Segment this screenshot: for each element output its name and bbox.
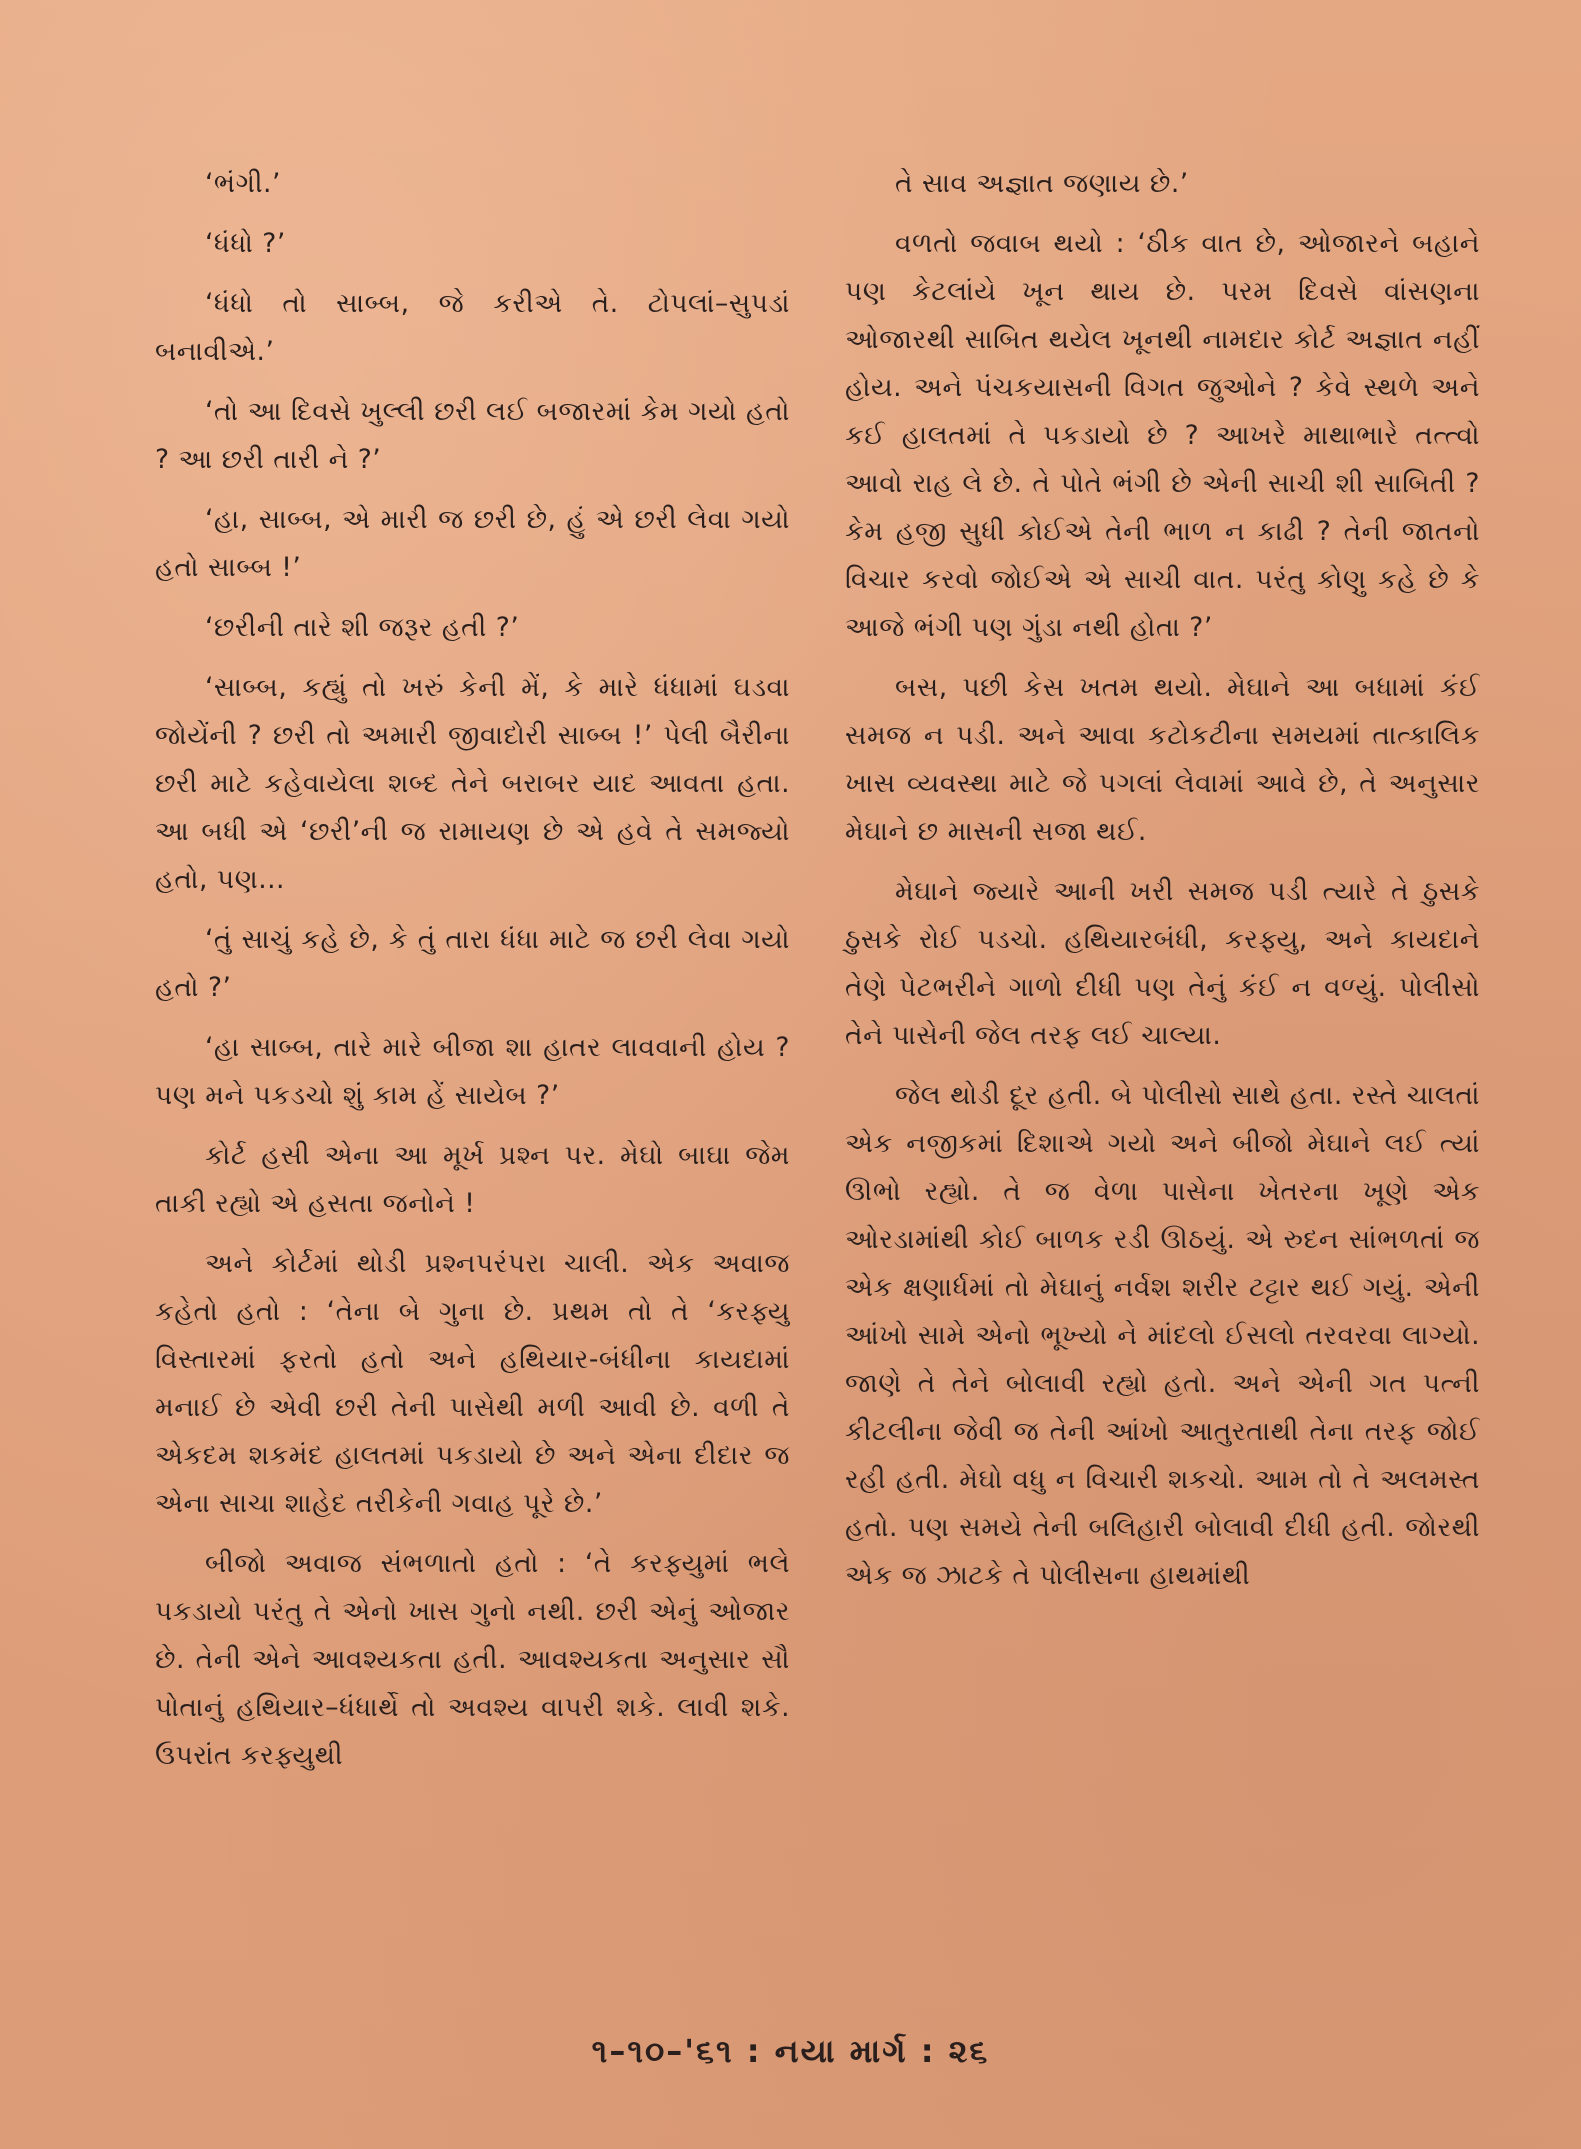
paragraph: ‘તું સાચું કહે છે, કે તું તારા ધંધા માટે જ છરી લેવા ગયો હતો ?’ (155, 924, 790, 1003)
paragraph: ‘હા, સાબ્બ, એ મારી જ છરી છે, હું એ છરી લેવા ગયો હતો સાબ્બ !’ (155, 504, 790, 583)
paragraph: ‘ધંધો ?’ (205, 228, 286, 259)
paragraph: કોર્ટ હસી એના આ મૂર્ખ પ્રશ્ન પર. મેઘો બાઘા જેમ તાકી રહ્યો એ હસતા જનોને ! (155, 1140, 790, 1219)
paragraph: ‘ભંગી.’ (205, 168, 281, 199)
paragraph: જેલ થોડી દૂર હતી. બે પોલીસો સાથે હતા. રસ્તે ચાલતાં એક નજીકમાં દિશાએ ગયો અને બીજો મેઘાને લઈ ત્યાં ઊભો રહ્યો. તે જ વેળા પાસેના ખેતરના ખૂણે એક ઓરડામાંથી કોઈ બાળક રડી ઊઠયું. એ રુદન સાંભળતાં જ એક ક્ષણાર્ધમાં તો મેઘાનું નર્વશ શરીર ટટ્ટાર થઈ ગયું. એની આંખો સામે એનો ભૂખ્યો ને માંદલો ઈસલો તરવરવા લાગ્યો. જાણે તે તેને બોલાવી રહ્યો હતો. અને એની ગત પત્ની કીટલીના જેવી જ તેની આંખો આતુરતાથી તેના તરફ જોઈ રહી હતી. મેઘો વધુ ન વિચારી શકચો. આમ તો તે અલમસ્ત હતો. પણ સમયે તેની બલિહારી બોલાવી દીધી હતી. જોરથી એક જ ઝાટકે તે પોલીસના હાથમાંથી (845, 1080, 1480, 1591)
paragraph: વળતો જવાબ થયો : ‘ઠીક વાત છે, ઓજારને બહાને પણ કેટલાંયે ખૂન થાય છે. પરમ દિવસે વાંસણના ઓજારથી સાબિત થયેલ ખૂનથી નામદાર કોર્ટ અજ્ઞાત નહીં હોય. અને પંચકયાસની વિગત જુઓને ? કેવે સ્થળે અને કઈ હાલતમાં તે પકડાયો છે ? આખરે માથાભારે તત્ત્વો આવો રાહ લે છે. તે પોતે ભંગી છે એની સાચી શી સાબિતી ? કેમ હજી સુધી કોઈએ તેની ભાળ ન કાઢી ? તેની જાતનો વિચાર કરવો જોઈએ એ સાચી વાત. પરંતુ કોણુ કહે છે કે આજે ભંગી પણ ગુંડા નથી હોતા ?’ (845, 228, 1480, 643)
paragraph: તે સાવ અજ્ઞાત જણાય છે.’ (895, 168, 1189, 199)
paragraph: અને કોર્ટમાં થોડી પ્રશ્નપરંપરા ચાલી. એક અવાજ કહેતો હતો : ‘તેના બે ગુના છે. પ્રથમ તો તે ‘કરફ્યુ વિસ્તારમાં ફરતો હતો અને હથિયાર-બંધીના કાયદામાં મનાઈ છે એવી છરી તેની પાસેથી મળી આવી છે. વળી તે એકદમ શકમંદ હાલતમાં પકડાયો છે અને એના દીદાર જ એના સાચા શાહેદ તરીકેની ગવાહ પૂરે છે.’ (155, 1248, 790, 1519)
paragraph: ‘તો આ દિવસે ખુલ્લી છરી લઈ બજારમાં કેમ ગયો હતો ? આ છરી તારી ને ?’ (155, 396, 790, 475)
paragraph: બસ, પછી કેસ ખતમ થયો. મેઘાને આ બધામાં કંઈ સમજ ન પડી. અને આવા કટોકટીના સમયમાં તાત્કાલિક ખાસ વ્યવસ્થા માટે જે પગલાં લેવામાં આવે છે, તે અનુસાર મેઘાને છ માસની સજા થઈ. (845, 672, 1480, 847)
paragraph: ‘સાબ્બ, કહ્યું તો ખરું કેની મેં, કે મારે ધંધામાં ઘડવા જોયેંની ? છરી તો અમારી જીવાદોરી સાબ્બ !’ પેલી બૈરીના છરી માટે કહેવાયેલા શબ્દ તેને બરાબર યાદ આવતા હતા. આ બધી એ ‘છરી’ની જ રામાયણ છે એ હવે તે સમજ્યો હતો, પણ... (155, 672, 790, 895)
left-text-column (155, 160, 790, 1792)
page-footer: ૧–૧૦–'૬૧ : નયા માર્ગ : ૨૬ (591, 2032, 990, 2070)
paragraph: ‘ધંધો તો સાબ્બ, જે કરીએ તે. ટોપલાં–સુપડાં બનાવીએ.’ (155, 288, 790, 367)
right-text-column (845, 160, 1480, 1612)
paragraph: મેઘાને જ્યારે આની ખરી સમજ પડી ત્યારે તે ઠુસકે ઠુસકે રોઈ પડચો. હથિયારબંધી, કરફ્યુ, અને કાયદાને તેણે પેટભરીને ગાળો દીધી પણ તેનું કંઈ ન વળ્યું. પોલીસો તેને પાસેની જેલ તરફ લઈ ચાલ્યા. (845, 876, 1480, 1051)
paragraph: ‘હા સાબ્બ, તારે મારે બીજા શા હાતર લાવવાની હોય ? પણ મને પકડચો શું કામ હેં સાયેબ ?’ (155, 1032, 790, 1111)
paragraph: ‘છરીની તારે શી જરૂર હતી ?’ (205, 612, 520, 643)
paragraph: બીજો અવાજ સંભળાતો હતો : ‘તે કરફ્યુમાં ભલે પકડાયો પરંતુ તે એનો ખાસ ગુનો નથી. છરી એનું ઓજાર છે. તેની એને આવશ્યકતા હતી. આવશ્યકતા અનુસાર સૌ પોતાનું હથિયાર–ધંધાર્થે તો અવશ્ય વાપરી શકે. લાવી શકે. ઉપરાંત કરફ્યુથી (155, 1548, 790, 1771)
